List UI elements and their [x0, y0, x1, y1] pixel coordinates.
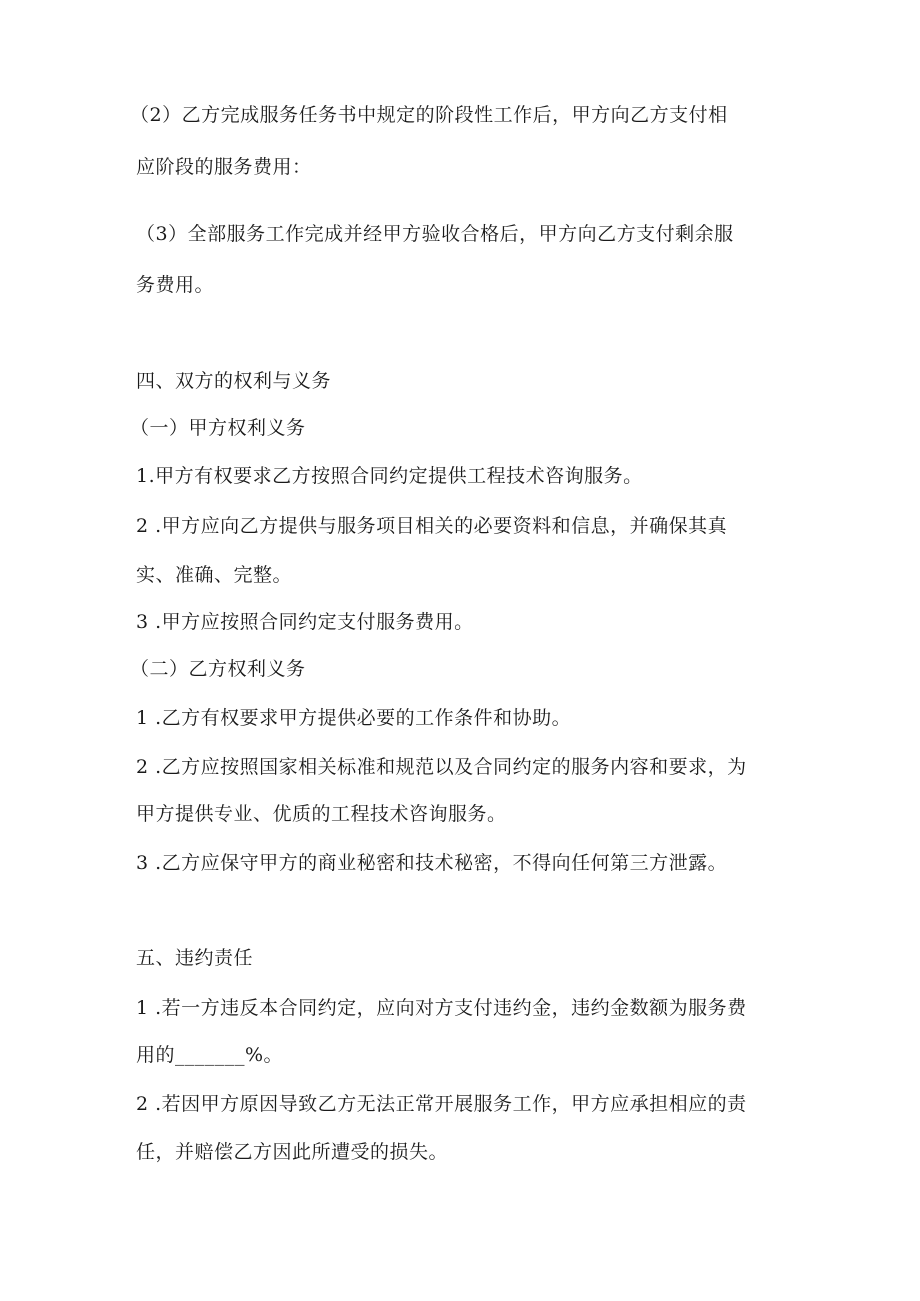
section5-item1-line1: 1 .若一方违反本合同约定，应向对方支付违约金，违约金数额为服务费: [136, 997, 747, 1019]
payment-item2-line1: （2）乙方完成服务任务书中规定的阶段性工作后，甲方向乙方支付相: [130, 104, 728, 126]
party-b-item2-line2: 甲方提供专业、优质的工程技术咨询服务。: [136, 803, 507, 825]
section4-heading: 四、双方的权利与义务: [136, 370, 332, 392]
section5-item2-line1: 2 .若因甲方原因导致乙方无法正常开展服务工作，甲方应承担相应的责: [136, 1093, 747, 1115]
party-b-heading: （二）乙方权利义务: [130, 658, 306, 680]
payment-item3-line1: （3）全部服务工作完成并经甲方验收合格后，甲方向乙方支付剩余服: [136, 223, 734, 245]
party-a-item3: 3 .甲方应按照合同约定支付服务费用。: [136, 611, 474, 633]
section5-item2-line2: 任，并赔偿乙方因此所遭受的损失。: [136, 1141, 449, 1163]
section5-heading: 五、违约责任: [136, 947, 254, 969]
payment-item3-line2: 务费用。: [136, 274, 215, 296]
section5-item1-line2: 用的_______%。: [136, 1044, 284, 1066]
payment-item2-line2: 应阶段的服务费用：: [136, 156, 312, 178]
party-a-heading: （一）甲方权利义务: [130, 417, 306, 439]
party-a-item1: 1.甲方有权要求乙方按照合同约定提供工程技术咨询服务。: [136, 465, 643, 487]
party-b-item3: 3 .乙方应保守甲方的商业秘密和技术秘密，不得向任何第三方泄露。: [136, 852, 728, 874]
party-b-item2-line1: 2 .乙方应按照国家相关标准和规范以及合同约定的服务内容和要求，为: [136, 756, 747, 778]
party-a-item2-line2: 实、准确、完整。: [136, 564, 293, 586]
party-a-item2-line1: 2 .甲方应向乙方提供与服务项目相关的必要资料和信息，并确保其真: [136, 515, 728, 537]
party-b-item1: 1 .乙方有权要求甲方提供必要的工作条件和协助。: [136, 707, 572, 729]
